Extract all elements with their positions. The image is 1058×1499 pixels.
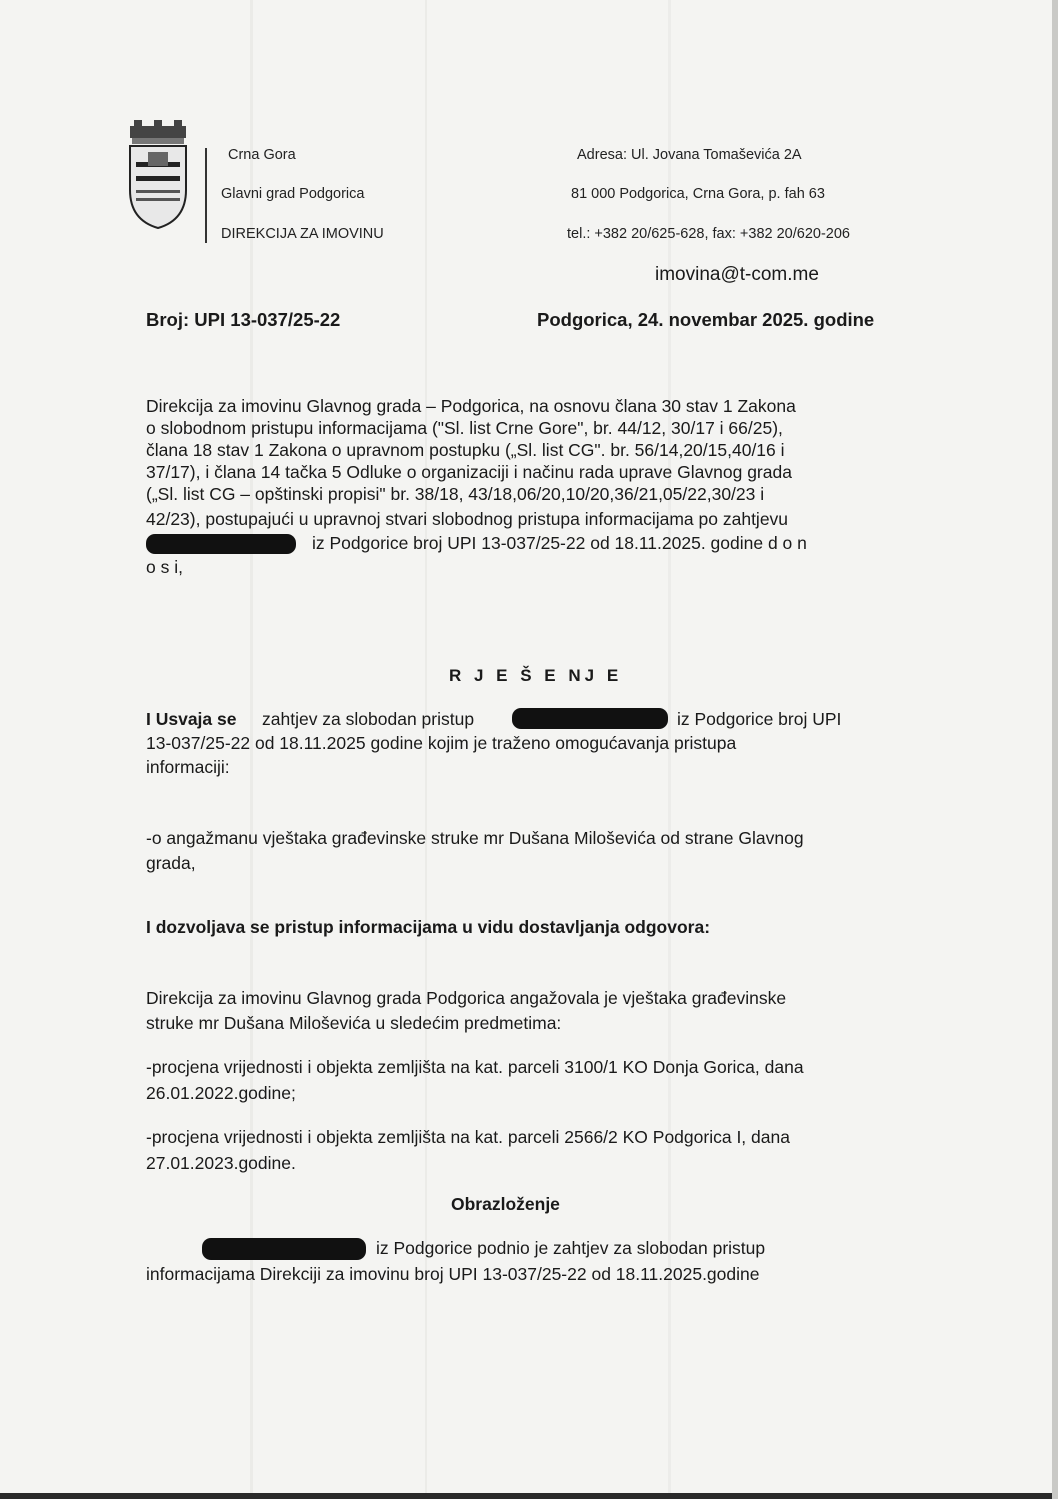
decision-text: 13-037/25-22 od 18.11.2025 godine kojim je traženo omogućavanja pristupa xyxy=(146,733,737,753)
header-divider xyxy=(205,148,207,243)
intro-line: o slobodnom pristupu informacijama ("Sl. list Crne Gore", br. 44/12, 30/17 i 66/25), xyxy=(146,418,783,438)
header-department: DIREKCIJA ZA IMOVINU xyxy=(221,226,384,242)
scan-edge-right xyxy=(1052,0,1058,1499)
intro-line: iz Podgorice broj UPI 13-037/25-22 od 18.11.2025. godine d o n xyxy=(312,533,807,553)
case-item: 26.01.2022.godine; xyxy=(146,1083,296,1103)
header-address: Adresa: Ul. Jovana Tomaševića 2A xyxy=(577,147,802,163)
city-crest-icon xyxy=(126,120,190,230)
decision-title: R J E Š E NJ E xyxy=(449,666,623,685)
answer-text: struke mr Dušana Miloševića u sledećim predmetima: xyxy=(146,1013,562,1033)
intro-line: Direkcija za imovinu Glavnog grada – Podgorica, na osnovu člana 30 stav 1 Zakona xyxy=(146,396,796,416)
requested-item: grada, xyxy=(146,853,196,873)
reasoning-text: informacijama Direkciji za imovinu broj UPI 13-037/25-22 od 18.11.2025.godine xyxy=(146,1264,760,1284)
redaction-bar xyxy=(512,708,668,729)
access-granted-heading: I dozvoljava se pristup informacijama u vidu dostavljanja odgovora: xyxy=(146,917,711,937)
case-item: -procjena vrijednosti i objekta zemljišta na kat. parceli 3100/1 KO Donja Gorica, dana xyxy=(146,1057,804,1077)
decision-text: zahtjev za slobodan pristup xyxy=(262,709,475,729)
redaction-bar xyxy=(202,1238,366,1260)
decision-lead: I Usvaja se xyxy=(146,709,237,729)
reference-date: Podgorica, 24. novembar 2025. godine xyxy=(537,309,875,330)
reference-number: Broj: UPI 13-037/25-22 xyxy=(146,309,341,330)
header-city: Glavni grad Podgorica xyxy=(221,186,365,202)
header-postal: 81 000 Podgorica, Crna Gora, p. fah 63 xyxy=(571,186,825,202)
header-country: Crna Gora xyxy=(228,147,296,163)
reasoning-text: iz Podgorice podnio je zahtjev za slobodan pristup xyxy=(376,1238,766,1258)
intro-line: člana 18 stav 1 Zakona o upravnom postupku („Sl. list CG". br. 56/14,20/15,40/16 i xyxy=(146,440,785,460)
intro-line: („Sl. list CG – opštinski propisi" br. 38/18, 43/18,06/20,10/20,36/21,05/22,30/23 i xyxy=(146,484,765,504)
header-email: imovina@t-com.me xyxy=(655,264,819,285)
decision-text: informaciji: xyxy=(146,757,230,777)
intro-line: 37/17), i člana 14 tačka 5 Odluke o organizaciji i načinu rada uprave Glavnog grada xyxy=(146,462,792,482)
reasoning-title: Obrazloženje xyxy=(451,1194,560,1214)
intro-line: 42/23), postupajući u upravnoj stvari slobodnog pristupa informacijama po zahtjevu xyxy=(146,509,789,529)
redaction-bar xyxy=(146,534,296,554)
case-item: 27.01.2023.godine. xyxy=(146,1153,296,1173)
requested-item: -o angažmanu vještaka građevinske struke mr Dušana Miloševića od strane Glavnog xyxy=(146,828,804,848)
answer-text: Direkcija za imovinu Glavnog grada Podgorica angažovala je vještaka građevinske xyxy=(146,988,787,1008)
intro-line: o s i, xyxy=(146,557,183,577)
scan-edge-bottom xyxy=(0,1493,1058,1499)
case-item: -procjena vrijednosti i objekta zemljišta na kat. parceli 2566/2 KO Podgorica I, dana xyxy=(146,1127,790,1147)
header-phone: tel.: +382 20/625-628, fax: +382 20/620-206 xyxy=(567,226,850,242)
decision-text: iz Podgorice broj UPI xyxy=(677,709,842,729)
